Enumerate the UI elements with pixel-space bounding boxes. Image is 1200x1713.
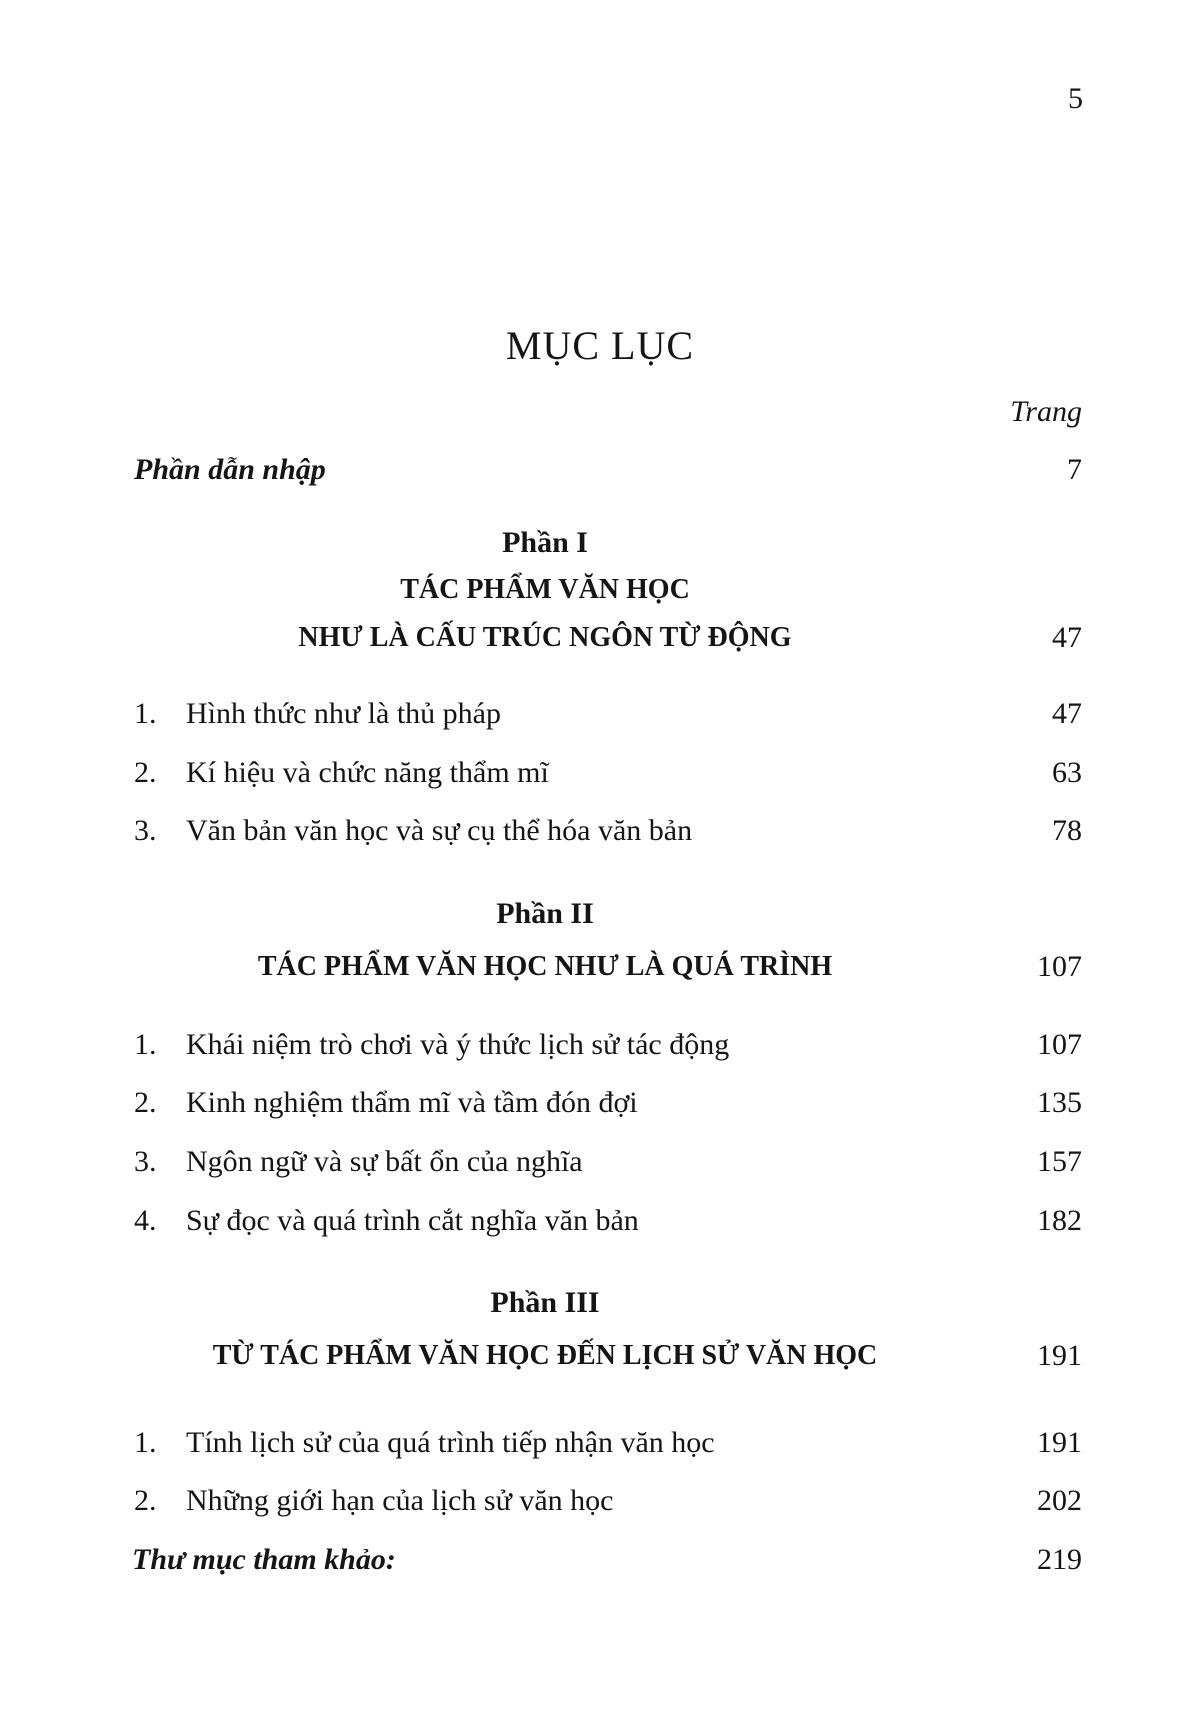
part-1-item-2-text: Kí hiệu và chức năng thẩm mĩ [186, 756, 549, 789]
bibliography-entry-title: Thư mục tham khảo: [132, 1543, 396, 1576]
part-1-title-line-2: NHƯ LÀ CẤU TRÚC NGÔN TỪ ĐỘNG [298, 622, 792, 653]
part-1-item-3-num: 3. [134, 814, 157, 847]
part-1-item-1-text: Hình thức như là thủ pháp [186, 697, 501, 730]
part-3-item-2-text: Những giới hạn của lịch sử văn học [186, 1484, 614, 1517]
part-3-item-1-page: 191 [1037, 1426, 1082, 1459]
part-3-item-1-text: Tính lịch sử của quá trình tiếp nhận văn học [186, 1426, 715, 1459]
part-1-item-3-page: 78 [1052, 814, 1082, 847]
part-2-item-4-page: 182 [1037, 1204, 1082, 1237]
part-1-item-1-num: 1. [134, 697, 157, 730]
part-2-item-4-text: Sự đọc và quá trình cắt nghĩa văn bản [186, 1204, 639, 1237]
part-2-item-1-num: 1. [134, 1028, 157, 1061]
part-1-page: 47 [1052, 621, 1082, 654]
page-number: 5 [1068, 82, 1083, 115]
part-2-item-4-num: 4. [134, 1204, 157, 1237]
part-1-item-2-page: 63 [1052, 756, 1082, 789]
part-3-title-line-1: TỪ TÁC PHẨM VĂN HỌC ĐẾN LỊCH SỬ VĂN HỌC [212, 1340, 878, 1371]
part-3-label: Phần III [490, 1286, 600, 1319]
part-3-item-1-num: 1. [134, 1426, 157, 1459]
part-2-item-3-text: Ngôn ngữ và sự bất ổn của nghĩa [186, 1145, 583, 1178]
part-2-item-1-text: Khái niệm trò chơi và ý thức lịch sử tác động [186, 1028, 730, 1061]
part-2-item-2-num: 2. [134, 1086, 157, 1119]
part-3-item-2-num: 2. [134, 1484, 157, 1517]
part-3-item-2-page: 202 [1037, 1484, 1082, 1517]
toc-title: MỤC LỤC [505, 323, 695, 368]
part-2-title-line-1: TÁC PHẨM VĂN HỌC NHƯ LÀ QUÁ TRÌNH [257, 951, 833, 982]
part-2-label: Phần II [496, 897, 594, 930]
page-column-label: Trang [1010, 395, 1082, 428]
part-1-item-3-text: Văn bản văn học và sự cụ thể hóa văn bản [186, 814, 693, 847]
part-2-item-3-num: 3. [134, 1145, 157, 1178]
part-1-item-2-num: 2. [134, 756, 157, 789]
part-2-page: 107 [1037, 950, 1082, 983]
bibliography-entry-page: 219 [1037, 1543, 1082, 1576]
part-2-item-1-page: 107 [1037, 1028, 1082, 1061]
part-2-item-3-page: 157 [1037, 1145, 1082, 1178]
part-3-page: 191 [1037, 1339, 1082, 1372]
intro-entry-page: 7 [1067, 453, 1082, 486]
intro-entry-title: Phần dẫn nhập [134, 453, 326, 486]
part-1-title-line-1: TÁC PHẨM VĂN HỌC [400, 574, 690, 605]
part-2-item-2-page: 135 [1037, 1086, 1082, 1119]
part-1-label: Phần I [502, 526, 588, 559]
part-2-item-2-text: Kinh nghiệm thẩm mĩ và tầm đón đợi [186, 1086, 638, 1119]
part-1-item-1-page: 47 [1052, 697, 1082, 730]
